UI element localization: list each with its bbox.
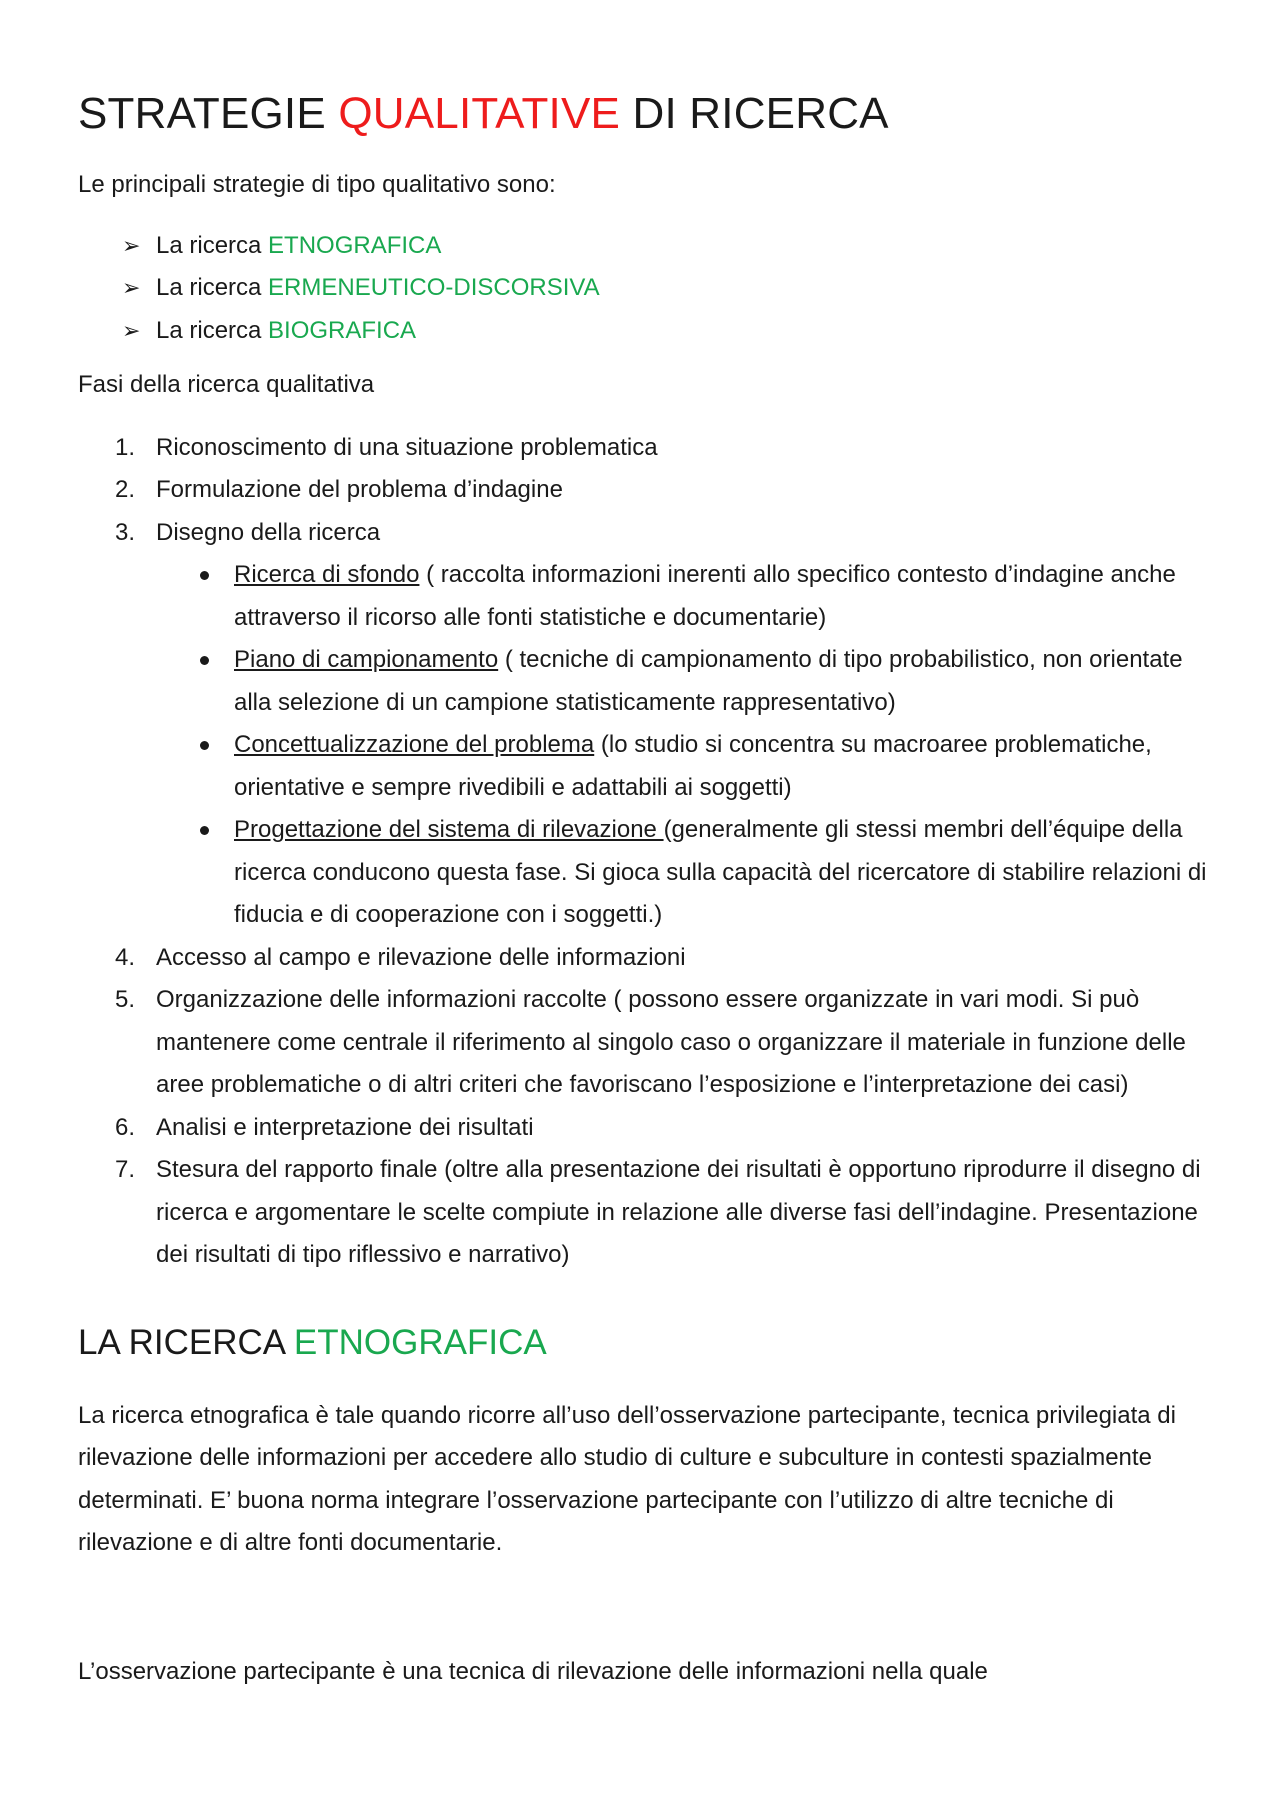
phase-item: 6. Analisi e interpretazione dei risultati	[115, 1113, 534, 1141]
arrow-bullet-icon: ➢	[122, 275, 141, 300]
title-part-1: STRATEGIE	[78, 89, 339, 138]
list-item: ➢ La ricerca ETNOGRAFICA	[122, 225, 1208, 268]
phase-item: 2. Formulazione del problema d’indagine	[115, 476, 563, 503]
list-item: ➢ La ricerca ERMENEUTICO-DISCORSIVA	[122, 267, 1208, 310]
phase-item: 5. Organizzazione delle informazioni raccolte ( possono essere organizzate in vari modi. Si può mantenere come centrale il riferimento al singolo caso o organizzare il materiale in funzione delle aree problematiche o di altri criteri che favoriscano l’esposizione e l’interpretazione dei casi)	[115, 986, 1186, 1098]
intro-text: Le principali strategie di tipo qualitativo sono:	[78, 171, 556, 198]
bullet-icon	[200, 741, 209, 750]
phases-list	[78, 427, 1208, 1277]
list-item: ➢ La ricerca BIOGRAFICA	[122, 310, 1208, 353]
design-item: Concettualizzazione del problema (lo studio si concentra su macroaree problematiche, orientative e sempre rivedibili e adattabili ai soggetti)	[156, 724, 1208, 809]
strategies-list	[78, 225, 1208, 353]
design-item: Ricerca di sfondo ( raccolta informazioni inerenti allo specifico contesto d’indagine anche attraverso il ricorso alle fonti statistiche e documentarie)	[156, 554, 1208, 639]
strategy-name: BIOGRAFICA	[268, 316, 417, 344]
arrow-bullet-icon: ➢	[122, 317, 141, 343]
design-item: Piano di campionamento ( tecniche di campionamento di tipo probabilistico, non orientate alla selezione di un campione statisticamente rappresentativo)	[156, 639, 1208, 724]
strategy-name: ERMENEUTICO-DISCORSIVA	[268, 274, 600, 301]
arrow-bullet-icon: ➢	[122, 232, 141, 258]
design-term: Ricerca di sfondo	[234, 561, 420, 588]
phase-item: 7. Stesura del rapporto finale (oltre alla presentazione dei risultati è opportuno riprodurre il disegno di ricerca e argomentare le scelte compiute in relazione alle diverse fasi dell’indagine. Presentazione dei risultati di tipo riflessivo e narrativo)	[115, 1156, 1201, 1268]
design-item: Progettazione del sistema di rilevazione (generalmente gli stessi membri dell’équipe della ricerca conducono questa fase. Si gioca sulla capacità del ricercatore di stabilire relazioni di fiducia e di cooperazione con i soggetti.)	[156, 809, 1208, 937]
phases-title: Fasi della ricerca qualitativa	[78, 371, 375, 398]
phase-item: 3. Disegno della ricerca Ricerca di sfondo ( raccolta informazioni inerenti allo specifico contesto d’indagine anche attraverso il ricorso alle fonti statistiche e documentarie) Piano di campionamento ( tecniche di campionamento di tipo probabilistico, non orientate alla selezione di un campione statisticamente rappresentativo) Concettualizzazione del problema (lo studio si concentra su macroaree problematiche, orientative e sempre rivedibili e adattabili ai soggetti) Progettazione del sistema di rilevazione (generalmente gli stessi membri dell’équipe della ricerca conducono questa fase. Si gioca sulla capacità del ricercatore di stabilire relazioni di fiducia e di cooperazione con i soggetti.)	[78, 512, 1208, 937]
section-title: LA RICERCA ETNOGRAFICA	[78, 1322, 547, 1362]
title-part-3: DI RICERCA	[620, 89, 889, 138]
bullet-icon	[200, 656, 209, 665]
design-term: Piano di campionamento	[234, 646, 499, 673]
body-paragraph: L’osservazione partecipante è una tecnica di rilevazione delle informazioni nella quale	[78, 1657, 988, 1685]
phase-item: 1. Riconoscimento di una situazione problematica	[115, 433, 658, 461]
design-sublist	[156, 554, 1208, 937]
document-content	[78, 84, 1208, 1693]
bullet-icon	[200, 571, 209, 580]
bullet-icon	[200, 826, 209, 835]
page-title	[78, 84, 1208, 144]
phase-item: 4. Accesso al campo e rilevazione delle informazioni	[115, 943, 686, 971]
body-paragraph: La ricerca etnografica è tale quando ricorre all’uso dell’osservazione partecipante, tecnica privilegiata di rilevazione delle informazioni per accedere allo studio di culture e subculture in contesti spazialmente determinati. E’ buona norma integrare l’osservazione partecipante con l’utilizzo di altre tecniche di rilevazione e di altre fonti documentarie.	[78, 1401, 1176, 1556]
title-highlight: QUALITATIVE	[338, 89, 621, 138]
design-term: Concettualizzazione del problema	[234, 731, 595, 758]
paragraph-spacer	[78, 1565, 1208, 1651]
section-title-accent: ETNOGRAFICA	[293, 1322, 547, 1362]
strategy-name: ETNOGRAFICA	[268, 231, 442, 259]
design-term: Progettazione del sistema di rilevazione	[234, 816, 664, 843]
